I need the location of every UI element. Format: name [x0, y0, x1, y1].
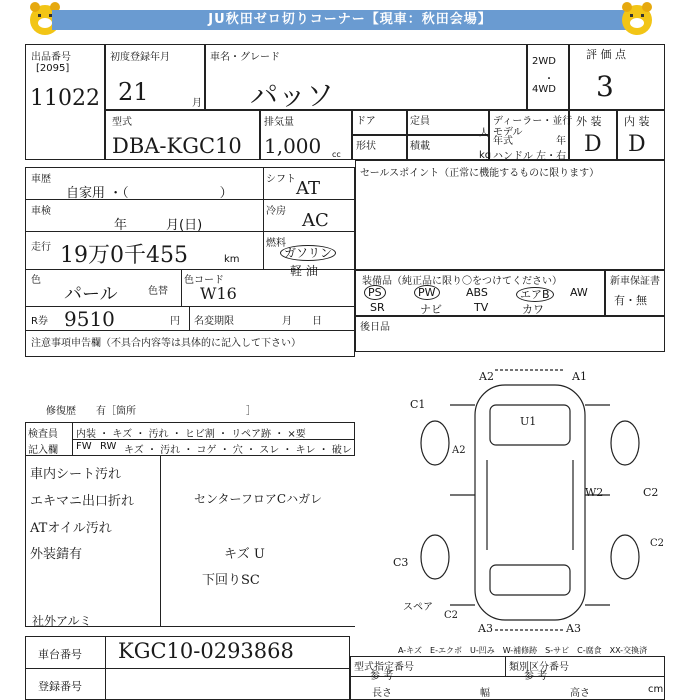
mileage-label: 走行	[31, 242, 51, 253]
reported-cell	[355, 316, 665, 352]
mark-a3: A3	[478, 622, 493, 635]
drive-dot: ・	[544, 74, 554, 85]
lot-number: 11022	[30, 86, 100, 111]
car-diagram	[395, 365, 670, 635]
name-change-label: 名変期限	[194, 316, 234, 327]
width-label: 幅	[480, 688, 490, 699]
remark-7: 下回りSC	[202, 573, 260, 588]
shift-label: シフト	[266, 174, 296, 185]
name-value: パッソ	[250, 79, 335, 112]
load-label: 積載	[410, 141, 430, 152]
recycle-label: R券	[31, 316, 48, 327]
header	[0, 0, 700, 40]
equip-leather: カワ	[522, 303, 544, 316]
remark-1: 車内シート汚れ	[30, 467, 122, 482]
remark-3: ATオイル汚れ	[30, 521, 112, 536]
inspector-row2: キズ ・ 汚れ ・ コゲ ・ 穴 ・ スレ ・ キレ ・ 破レ	[124, 445, 352, 456]
door-label: ドア	[356, 116, 376, 127]
mark-c2c: C2	[650, 538, 665, 549]
drive-4wd: 4WD	[532, 84, 556, 95]
rating-ext: D	[584, 132, 602, 157]
ac-label: 冷房	[266, 206, 286, 217]
inspector-fw: FW	[76, 441, 92, 452]
remark-4: 外装錆有	[30, 547, 83, 562]
shape-label: 形状	[356, 141, 376, 152]
equip-navi: ナビ	[420, 303, 442, 316]
load-unit: kg	[479, 150, 492, 161]
repair-history: 修復歴 有［箇所 ］	[46, 406, 256, 417]
mark-c3: C3	[393, 556, 409, 569]
vehicle-label: 車歴	[31, 174, 51, 185]
color-code-label: 色コード	[184, 275, 224, 286]
model-year-unit: 年	[556, 136, 566, 147]
rating-value: 3	[596, 70, 614, 103]
equip-sr: SR	[370, 301, 385, 314]
sales-label: セールスポイント（正常に機能するものに限ります）	[360, 168, 600, 179]
remark-6: キズ U	[224, 547, 265, 562]
class-label: 類別区分番号	[509, 662, 569, 673]
model-value: DBA-KGC10	[112, 134, 242, 158]
rating-ext-label: 外 装	[576, 115, 602, 128]
inspector-rw: RW	[100, 441, 117, 452]
mark-w2: W2	[585, 486, 604, 499]
color-code: W16	[200, 284, 237, 303]
inspector-label1: 検査員	[28, 429, 58, 440]
model-label: 型式	[112, 117, 132, 128]
mark-c1: C1	[410, 398, 426, 411]
equip-abs: ABS	[466, 286, 488, 299]
disp-label: 排気量	[264, 117, 294, 128]
mark-a1: A1	[572, 370, 587, 383]
equip-tv: TV	[474, 301, 489, 314]
rating-int: D	[628, 132, 646, 157]
chassis-label: 車台番号	[38, 648, 82, 661]
remark-5: センターフロアCハガレ	[194, 492, 323, 506]
mascot-right-icon	[622, 5, 652, 35]
reg-year: 21	[118, 78, 149, 106]
equipment-label: 装備品（純正品に限り〇をつけてください）	[362, 276, 562, 287]
color-label: 色	[31, 275, 41, 286]
lot-label: 出品番号	[31, 52, 71, 63]
model-spec-label: 型式指定番号	[354, 662, 414, 673]
mileage-unit: km	[224, 254, 240, 265]
vehicle-value: 自家用 ・（ ）	[66, 186, 233, 201]
model-year-bot: 年式	[493, 136, 513, 147]
inspect-value: 年 月(日)	[114, 218, 203, 233]
capacity-label: 定員	[410, 116, 430, 127]
mark-a2: A2	[479, 370, 494, 383]
model-year-top: モデル	[493, 127, 523, 138]
lot-sub: [2095]	[36, 63, 70, 74]
name-change-unit: 月 日	[282, 316, 322, 327]
legend: A-キズ E-エクボ U-凹み W-補修跡 S-サビ C-腐食 XX-交換済	[398, 646, 648, 655]
inspect-label: 車検	[31, 206, 51, 217]
equip-ps: PS	[364, 286, 386, 299]
header-title: JU秋田ゼロ切りコーナー【現車：秋田会場】	[52, 10, 648, 30]
disp-value: 1,000	[264, 134, 322, 158]
mark-c2: C2	[643, 486, 659, 499]
mark-a2b: A2	[452, 445, 466, 456]
fuel-gas: ガソリン	[280, 244, 336, 261]
warranty-label: 新車保証書	[610, 276, 660, 287]
reg-month-unit: 月	[192, 98, 202, 109]
class-ref: 参 考	[524, 671, 548, 682]
chassis-value: KGC10-0293868	[118, 639, 294, 663]
reported-label: 後日品	[360, 322, 390, 333]
fuel-diesel: 軽 油	[290, 264, 318, 278]
registration-label: 登録番号	[38, 680, 82, 693]
disp-unit: cc	[332, 150, 341, 159]
mark-u1: U1	[520, 415, 537, 428]
spare-label: スペア	[403, 602, 433, 613]
cm-label: cm	[648, 684, 664, 695]
mileage-value: 19万0千455	[60, 243, 188, 268]
rating-label: 評 価 点	[586, 48, 626, 61]
color-tone-label: 色替	[148, 286, 168, 297]
mark-a3b: A3	[566, 622, 581, 635]
model-spec-ref: 参 考	[370, 671, 394, 682]
notes-label: 注意事項申告欄（不具合内容等は具体的に記入して下さい）	[31, 338, 301, 349]
remark-8: 社外アルミ	[32, 614, 92, 628]
remark-2: エキマニ出口折れ	[30, 494, 135, 509]
length-label: 長さ	[372, 688, 392, 699]
handle-label: ハンドル 左・右	[493, 151, 567, 162]
equip-pw: PW	[414, 286, 440, 299]
height-label: 高さ	[570, 688, 590, 699]
color-value: パール	[64, 284, 118, 305]
equip-aw: AW	[570, 286, 588, 299]
equip-airbag: エアB	[516, 286, 554, 302]
rating-int-label: 内 装	[624, 115, 650, 128]
recycle-unit: 円	[170, 316, 180, 327]
dealer-label: ディーラー・並行	[493, 116, 573, 127]
capacity-unit: 人	[479, 128, 489, 139]
ac-value: AC	[302, 210, 329, 231]
recycle-value: 9510	[64, 307, 115, 331]
inspector-row1: 内装 ・ キズ ・ 汚れ ・ ヒビ割 ・ リペア跡 ・ ×要	[76, 429, 306, 440]
name-label: 車名・グレード	[210, 52, 280, 63]
reg-label: 初度登録年月	[110, 52, 170, 63]
drive-2wd: 2WD	[532, 56, 556, 67]
mark-c2b: C2	[444, 610, 459, 621]
shift-value: AT	[296, 178, 321, 199]
inspector-label2: 記入欄	[28, 445, 58, 456]
fuel-label: 燃料	[266, 238, 286, 249]
warranty-value: 有・無	[614, 294, 647, 307]
